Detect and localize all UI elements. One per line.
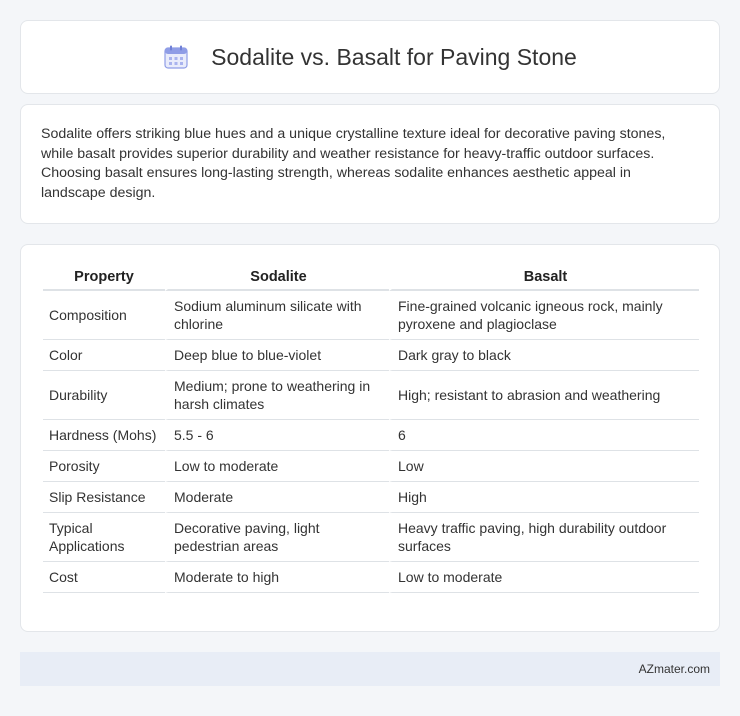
table-header-row bbox=[43, 265, 699, 291]
footer-site: AZmater.com bbox=[638, 662, 710, 676]
cell-basalt: Fine-grained volcanic igneous rock, mainly pyroxene and plagioclase bbox=[389, 291, 699, 340]
footer bbox=[20, 652, 720, 686]
table-row bbox=[43, 420, 699, 451]
cell-sodalite: Deep blue to blue-violet bbox=[165, 340, 389, 371]
page-title: Sodalite vs. Basalt for Paving Stone bbox=[211, 43, 577, 70]
cell-basalt: Low to moderate bbox=[389, 562, 699, 593]
cell-sodalite: Medium; prone to weathering in harsh climates bbox=[165, 371, 389, 420]
cell-sodalite: 5.5 - 6 bbox=[165, 420, 389, 451]
cell-basalt: High bbox=[389, 482, 699, 513]
cell-sodalite: Low to moderate bbox=[165, 451, 389, 482]
comparison-table-card bbox=[20, 244, 720, 632]
intro-text: Sodalite offers striking blue hues and a unique crystalline texture ideal for decorative paving stones, while basalt provides superior durability and weather resistance for heavy-traffic outdoor surfaces. Choosing basalt ensures long-lasting strength, whereas sodalite enhances aesthetic appeal in landscape design. bbox=[41, 126, 666, 201]
cell-property: Typical Applications bbox=[43, 513, 165, 562]
cell-property: Durability bbox=[43, 371, 165, 420]
intro-card bbox=[20, 104, 720, 224]
cell-property: Color bbox=[43, 340, 165, 371]
cell-property: Hardness (Mohs) bbox=[43, 420, 165, 451]
calendar-icon bbox=[163, 44, 189, 70]
table-row bbox=[43, 371, 699, 420]
table-row bbox=[43, 451, 699, 482]
table-row bbox=[43, 340, 699, 371]
cell-property: Porosity bbox=[43, 451, 165, 482]
cell-sodalite: Moderate bbox=[165, 482, 389, 513]
table-row bbox=[43, 291, 699, 340]
header-basalt: Basalt bbox=[389, 265, 699, 291]
cell-basalt: Dark gray to black bbox=[389, 340, 699, 371]
cell-sodalite: Moderate to high bbox=[165, 562, 389, 593]
cell-basalt: Heavy traffic paving, high durability outdoor surfaces bbox=[389, 513, 699, 562]
header-property: Property bbox=[43, 265, 165, 291]
cell-basalt: 6 bbox=[389, 420, 699, 451]
comparison-table bbox=[43, 265, 699, 593]
table-row bbox=[43, 513, 699, 562]
table-row bbox=[43, 482, 699, 513]
cell-sodalite: Sodium aluminum silicate with chlorine bbox=[165, 291, 389, 340]
cell-basalt: Low bbox=[389, 451, 699, 482]
cell-sodalite: Decorative paving, light pedestrian areas bbox=[165, 513, 389, 562]
cell-basalt: High; resistant to abrasion and weathering bbox=[389, 371, 699, 420]
cell-property: Composition bbox=[43, 291, 165, 340]
table-row bbox=[43, 562, 699, 593]
cell-property: Slip Resistance bbox=[43, 482, 165, 513]
title-card bbox=[20, 20, 720, 94]
header-sodalite: Sodalite bbox=[165, 265, 389, 291]
cell-property: Cost bbox=[43, 562, 165, 593]
